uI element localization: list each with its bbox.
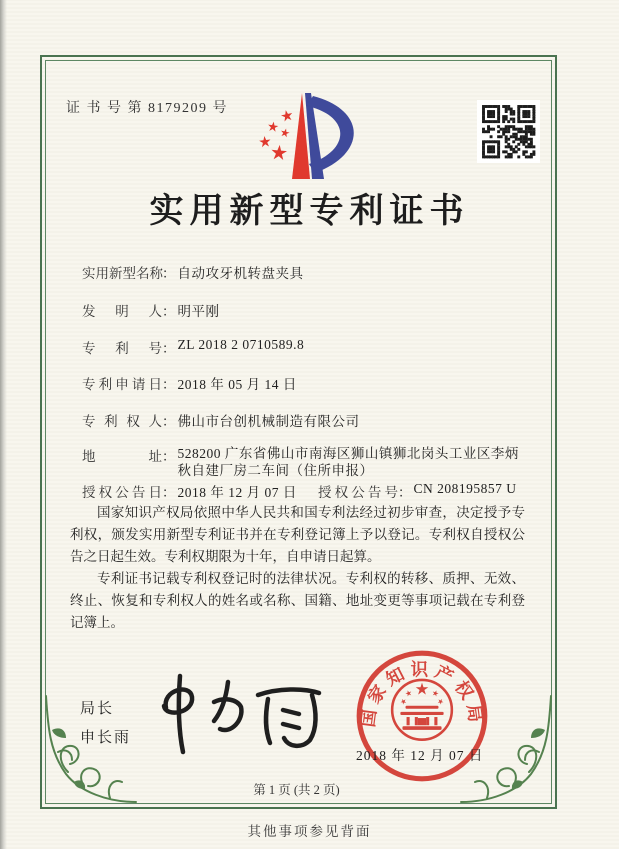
certificate-number: 证 书 号 第 8179209 号 (66, 101, 228, 116)
field-colon: ： (162, 485, 176, 500)
field-value-filing-date: 2018 年 05 月 14 日 (177, 377, 297, 392)
field-label-name: 实用新型名称 (82, 266, 163, 281)
field-colon: ： (398, 485, 412, 500)
body-paragraph-1: 国家知识产权局依照中华人民共和国专利法经过初步审查，决定授予专利权，颁发实用新型专利证书并在专利登记簿上予以登记。专利权自授权公告之日起生效。专利权期限为十年，自申请日起算。 (70, 505, 525, 564)
qr-code (477, 100, 540, 163)
page-number: 第 1 页 (共 2 页) (253, 783, 340, 797)
field-colon: ： (162, 414, 176, 429)
cnipa-logo-icon (236, 84, 394, 188)
field-label-address: 地址 (82, 449, 162, 464)
field-label-inventor: 发明人 (82, 304, 162, 319)
field-label-grant-no: 授权公告号 (318, 485, 398, 500)
field-row-grant (82, 481, 527, 501)
field-value-inventor: 明平刚 (177, 304, 220, 319)
grant-no-pair (318, 481, 517, 501)
body-paragraph-2: 专利证书记载专利权登记时的法律状况。专利权的转移、质押、无效、终止、恢复和专利权人的姓名或名称、国籍、地址变更等事项记载在专利登记簿上。 (70, 571, 525, 630)
corner-flourish-left-icon (40, 694, 138, 806)
signer-title: 局长 (80, 701, 115, 717)
field-colon: ： (162, 341, 176, 356)
field-label-filing-date: 专利申请日 (82, 377, 162, 392)
field-colon: ： (162, 377, 176, 392)
signer-name: 申长雨 (80, 730, 132, 746)
field-colon: ： (162, 266, 176, 281)
field-row-address (82, 445, 527, 479)
legal-body-text (70, 502, 525, 634)
scan-edge-shadow (0, 0, 7, 849)
field-row-patentee (82, 410, 527, 430)
field-value-patent-no: ZL 2018 2 0710589.8 (177, 337, 305, 352)
grant-date-pair (82, 481, 318, 501)
field-value-grant-date: 2018 年 12 月 07 日 (177, 485, 297, 500)
field-row-inventor (82, 300, 527, 320)
field-value-name: 自动攻牙机转盘夹具 (177, 266, 304, 281)
field-label-patentee: 专利权人 (82, 414, 162, 429)
field-value-grant-no: CN 208195857 U (413, 481, 517, 496)
field-colon: ： (162, 449, 176, 464)
field-row-patent-no (82, 337, 527, 357)
seal-org-text: 国家知识产权局 (357, 659, 487, 729)
back-note: 其他事项参见背面 (247, 824, 372, 839)
certificate-title: 实用新型专利证书 (149, 193, 470, 230)
director-signature-icon (142, 668, 332, 763)
field-value-address: 528200 广东省佛山市南海区狮山镇狮北岗头工业区李炳秋自建厂房二车间（住所申报） (177, 446, 519, 478)
field-row-filing-date (82, 373, 527, 393)
field-row-name (82, 262, 527, 282)
field-value-patentee: 佛山市台创机械制造有限公司 (177, 414, 360, 429)
field-colon: ： (162, 304, 176, 319)
field-label-patent-no: 专利号 (82, 341, 162, 356)
seal-date: 2018 年 12 月 07 日 (356, 748, 484, 763)
field-label-grant-date: 授权公告日 (82, 485, 162, 500)
